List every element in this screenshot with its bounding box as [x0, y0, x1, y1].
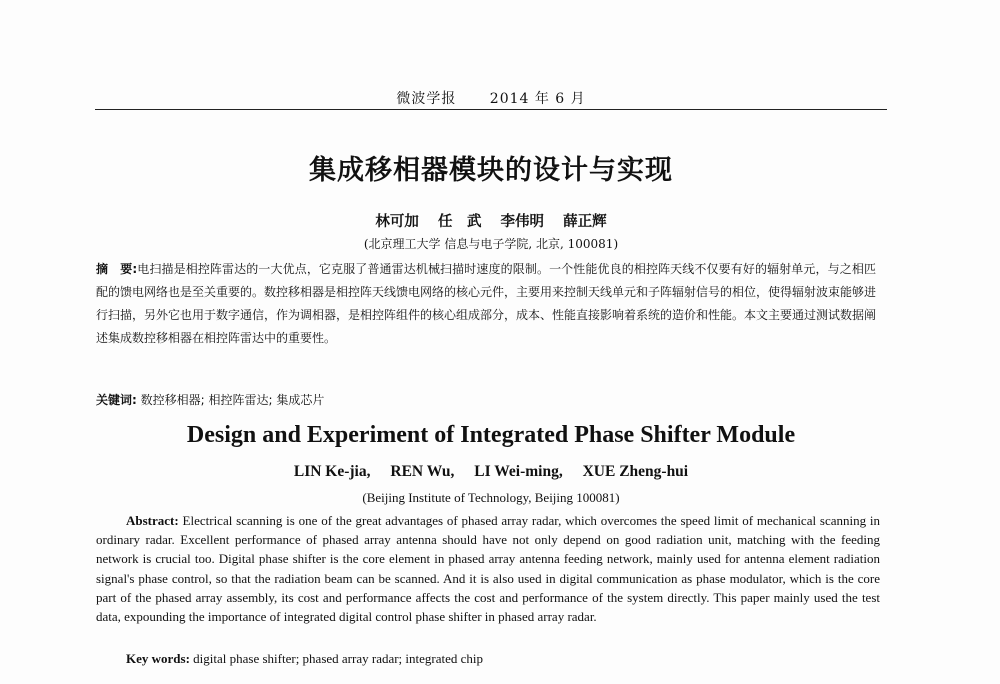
en-abstract: [96, 511, 880, 626]
journal-name: 微波学报: [396, 91, 457, 107]
running-header: [95, 88, 887, 108]
en-keywords-label: Key words:: [126, 651, 190, 666]
en-abstract-text: Electrical scanning is one of the great advantages of phased array radar, which overcomes the speed limit of mechanical scanning in ordinary radar. Excellent performance of phased array antenna should have not only depend on good radiation unit, matching with the feeding network is crucial too. Digital phase shifter is the core element in phased array antenna feeding network, mainly used for antenna element radiation signal's phase control, so that the radiation beam can be scanned. And it is also used in digital communication as phase modulator, which is the core part of the phased array assembly, its cost and performance affects the cost and performance of the system directly. This paper mainly used the test data, expounding the importance of integrated digital control phase shifter in phased array radar.: [96, 513, 881, 625]
en-keywords: [126, 651, 886, 667]
en-keywords-text: digital phase shifter; phased array radar; integrated chip: [193, 651, 484, 666]
cn-title: 集成移相器模块的设计与实现: [309, 155, 673, 186]
cn-author: 林可加: [375, 214, 419, 230]
cn-keywords-label: 关键词:: [96, 393, 137, 407]
cn-author: 李伟明: [500, 214, 545, 230]
en-author: LI Wei-ming,: [474, 463, 563, 480]
en-title: Design and Experiment of Integrated Phase Shifter Module: [186, 422, 796, 448]
cn-abstract: [96, 258, 876, 350]
cn-abstract-text: 电扫描是相控阵雷达的一大优点，它克服了普通雷达机械扫描时速度的限制。一个性能优良的相控阵天线不仅要有好的辐射单元，与之相匹配的馈电网络也是至关重要的。数控移相器是相控阵天线馈电网络的核心元件，主要用来控制天线单元和子阵辐射信号的相位，使得辐射波束能够进行扫描，另外它也用于数字通信，作为调相器，是相控阵组件的核心组成部分，成本、性能直接影响着系统的造价和性能。本文主要通过测试数据阐述集成数控移相器在相控阵雷达中的重要性。: [96, 262, 877, 345]
header-rule: [95, 109, 887, 110]
cn-keywords-text: 数控移相器; 相控阵雷达; 集成芯片: [140, 393, 325, 407]
cn-abstract-label: 摘 要:: [96, 262, 138, 276]
cn-author-list: [95, 210, 887, 231]
en-author: XUE Zheng-hui: [582, 463, 689, 480]
cn-author: 任 武: [437, 214, 482, 230]
en-author-list: [95, 463, 887, 481]
cn-affiliation: (北京理工大学 信息与电子学院, 北京, 100081): [363, 237, 619, 251]
cn-keywords: [96, 391, 876, 408]
en-abstract-label: Abstract:: [126, 513, 179, 528]
en-affiliation: (Beijing Institute of Technology, Beijing 100081): [362, 490, 620, 505]
issue-date: 2014 年 6 月: [489, 91, 586, 107]
en-author: REN Wu,: [390, 463, 455, 480]
en-author: LIN Ke-jia,: [293, 463, 371, 480]
cn-author: 薛正辉: [563, 214, 607, 230]
